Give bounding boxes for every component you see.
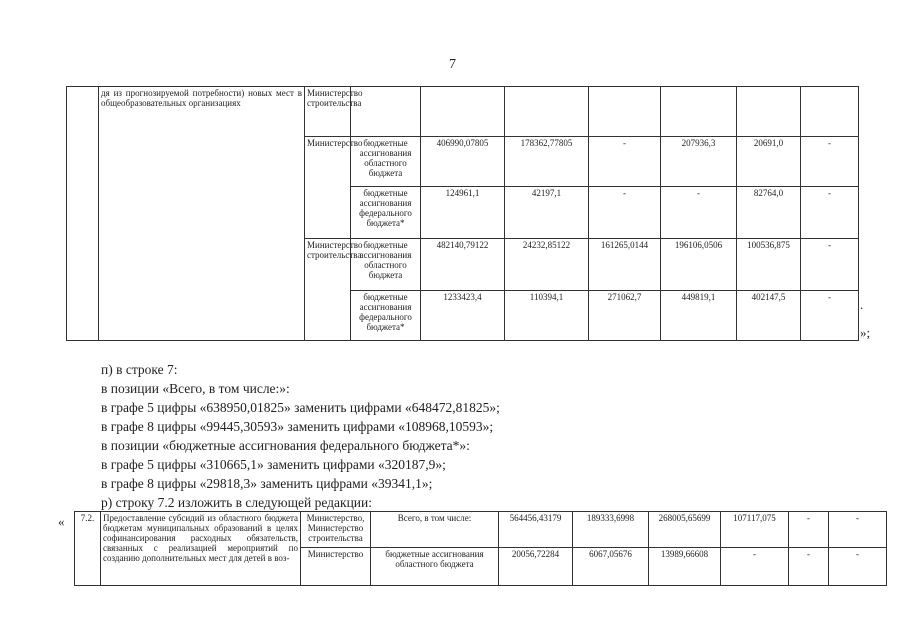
value-cell: 189333,6998 bbox=[573, 512, 649, 548]
funding-table-new-row bbox=[74, 511, 887, 586]
value-cell: 82764,0 bbox=[737, 187, 801, 239]
source-cell: бюджетные ассигнования областного бюджета bbox=[351, 239, 421, 291]
value-cell: 100536,875 bbox=[737, 239, 801, 291]
value-cell: - bbox=[661, 187, 737, 239]
value-cell: 268005,65699 bbox=[649, 512, 721, 548]
ministry-cell: Министерство bbox=[301, 548, 371, 586]
value-cell: - bbox=[789, 548, 829, 586]
value-cell: 564456,43179 bbox=[499, 512, 573, 548]
value-cell: - bbox=[801, 239, 859, 291]
paragraph: в графе 5 цифры «310665,1» заменить цифрами «320187,9»; bbox=[101, 457, 446, 472]
paragraph: в графе 8 цифры «99445,30593» заменить цифрами «108968,10593»; bbox=[101, 419, 494, 434]
source-cell: бюджетные ассигнования областного бюджета bbox=[351, 137, 421, 187]
value-cell: 20056,72284 bbox=[499, 548, 573, 586]
value-cell: 178362,77805 bbox=[505, 137, 589, 187]
value-cell: - bbox=[721, 548, 789, 586]
closing-quote: »; bbox=[860, 325, 871, 340]
value-cell: - bbox=[589, 187, 661, 239]
row-number-cell: 7.2. bbox=[75, 512, 101, 586]
row-end-dot: . bbox=[860, 297, 864, 312]
ministry-cell: Министерство строительства bbox=[305, 87, 351, 137]
value-cell: 271062,7 bbox=[589, 291, 661, 341]
number-cell bbox=[67, 87, 99, 341]
value-cell: 161265,0144 bbox=[589, 239, 661, 291]
table-row bbox=[67, 87, 859, 137]
paragraph: в графе 5 цифры «638950,01825» заменить цифрами «648472,81825»; bbox=[101, 400, 500, 415]
value-cell: 449819,1 bbox=[661, 291, 737, 341]
opening-quote: « bbox=[58, 514, 65, 529]
page-number: 7 bbox=[449, 57, 456, 72]
value-cell: 207936,3 bbox=[661, 137, 737, 187]
value-cell: 406990,07805 bbox=[421, 137, 505, 187]
value-cell: 107117,075 bbox=[721, 512, 789, 548]
value-cell: 1233423,4 bbox=[421, 291, 505, 341]
value-cell: - bbox=[801, 291, 859, 341]
value-cell: 482140,79122 bbox=[421, 239, 505, 291]
ministry-cell: Министерство bbox=[305, 137, 351, 239]
paragraph: п) в строке 7: bbox=[101, 362, 178, 377]
value-cell: - bbox=[829, 512, 887, 548]
value-cell: - bbox=[801, 137, 859, 187]
ministry-cell: Министерство, Министерство строительства bbox=[301, 512, 371, 548]
paragraph: в позиции «бюджетные ассигнования федерального бюджета*»: bbox=[101, 438, 470, 453]
source-cell: Всего, в том числе: bbox=[371, 512, 499, 548]
amendment-text bbox=[101, 360, 821, 512]
value-cell: 402147,5 bbox=[737, 291, 801, 341]
value-cell: 6067,05676 bbox=[573, 548, 649, 586]
table-row bbox=[75, 512, 887, 548]
source-cell: бюджетные ассигнования федерального бюджета* bbox=[351, 187, 421, 239]
value-cell: - bbox=[829, 548, 887, 586]
paragraph: в графе 8 цифры «29818,3» заменить цифрами «39341,1»; bbox=[101, 476, 433, 491]
source-cell: бюджетные ассигнования федерального бюджета* bbox=[351, 291, 421, 341]
value-cell: 13989,66608 bbox=[649, 548, 721, 586]
value-cell: 42197,1 bbox=[505, 187, 589, 239]
value-cell: - bbox=[589, 137, 661, 187]
value-cell: 24232,85122 bbox=[505, 239, 589, 291]
value-cell: - bbox=[801, 187, 859, 239]
paragraph: р) строку 7.2 изложить в следующей редакции: bbox=[101, 495, 373, 510]
ministry-cell: Министерство строительства bbox=[305, 239, 351, 341]
value-cell: - bbox=[789, 512, 829, 548]
value-cell: 20691,0 bbox=[737, 137, 801, 187]
description-cell: дя из прогнозируемой потребности) новых мест в общеобразовательных организациях bbox=[99, 87, 305, 341]
paragraph: в позиции «Всего, в том числе:»: bbox=[101, 381, 290, 396]
value-cell: 196106,0506 bbox=[661, 239, 737, 291]
value-cell: 124961,1 bbox=[421, 187, 505, 239]
funding-table-continued bbox=[66, 86, 859, 341]
value-cell: 110394,1 bbox=[505, 291, 589, 341]
source-cell: бюджетные ассигнования областного бюджета bbox=[371, 548, 499, 586]
description-cell: Предоставление субсидий из областного бюджета бюджетам муниципальных образований в целях софинансирования расходных обязательств, связанных с реализацией мероприятий по созданию дополнительных мест для детей в воз- bbox=[101, 512, 301, 586]
